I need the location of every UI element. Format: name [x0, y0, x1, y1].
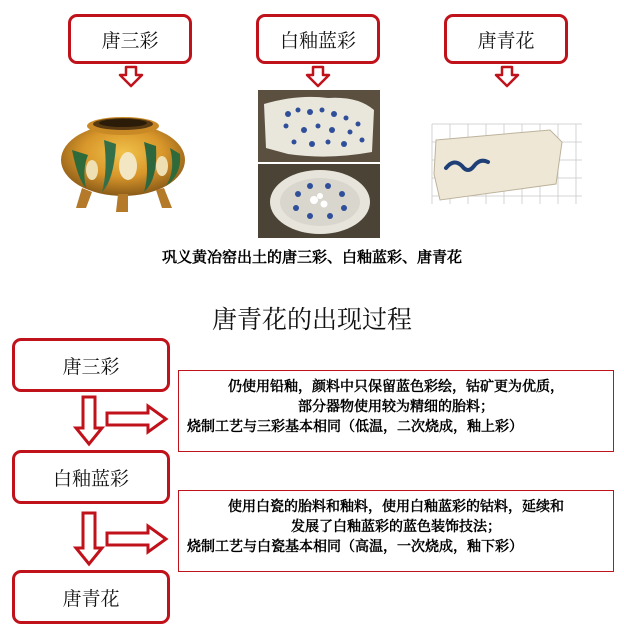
image-caption: 巩义黄冶窑出土的唐三彩、白釉蓝彩、唐青花: [161, 248, 462, 266]
arrow-down-icon: [74, 512, 104, 566]
top-label-sancai: 唐三彩: [68, 14, 192, 64]
arrow-right-icon: [106, 524, 168, 554]
arrow-down-icon: [305, 66, 331, 88]
flow-note-2-line3: 烧制工艺与白瓷基本相同（高温，一次烧成，釉下彩）: [187, 539, 523, 555]
flow-stage-baiyou-lancai: 白釉蓝彩: [12, 450, 170, 504]
baiyou-lancai-shard-image: [258, 90, 380, 162]
flow-note-1-line3: 烧制工艺与三彩基本相同（低温，二次烧成，釉上彩）: [187, 419, 523, 435]
arrow-down-icon: [74, 396, 104, 446]
tang-qinghua-shard-image: [432, 124, 582, 204]
baiyou-lancai-dish-image: [258, 164, 380, 238]
arrow-down-icon: [118, 66, 144, 88]
arrow-down-icon: [494, 66, 520, 88]
flow-note-2-line2: 发展了白釉蓝彩的蓝色装饰技法；: [291, 519, 501, 535]
flow-note-1-line2: 部分器物使用较为精细的胎料；: [298, 399, 494, 415]
arrow-right-icon: [106, 404, 168, 434]
top-label-tang-qinghua: 唐青花: [444, 14, 568, 64]
sancai-jar-image: [52, 100, 194, 214]
section-title: 唐青花的出现过程: [211, 305, 412, 334]
flow-stage-tang-qinghua: 唐青花: [12, 570, 170, 624]
flow-note-1: [178, 370, 614, 452]
flow-stage-sancai: 唐三彩: [12, 338, 170, 392]
flow-note-2: [178, 490, 614, 572]
flow-note-2-line1: 使用白瓷的胎料和釉料，使用白釉蓝彩的钴料，延续和: [228, 499, 564, 515]
flow-note-1-line1: 仍使用铅釉，颜料中只保留蓝色彩绘，钴矿更为优质，: [228, 379, 564, 395]
top-label-baiyou-lancai: 白釉蓝彩: [256, 14, 380, 64]
